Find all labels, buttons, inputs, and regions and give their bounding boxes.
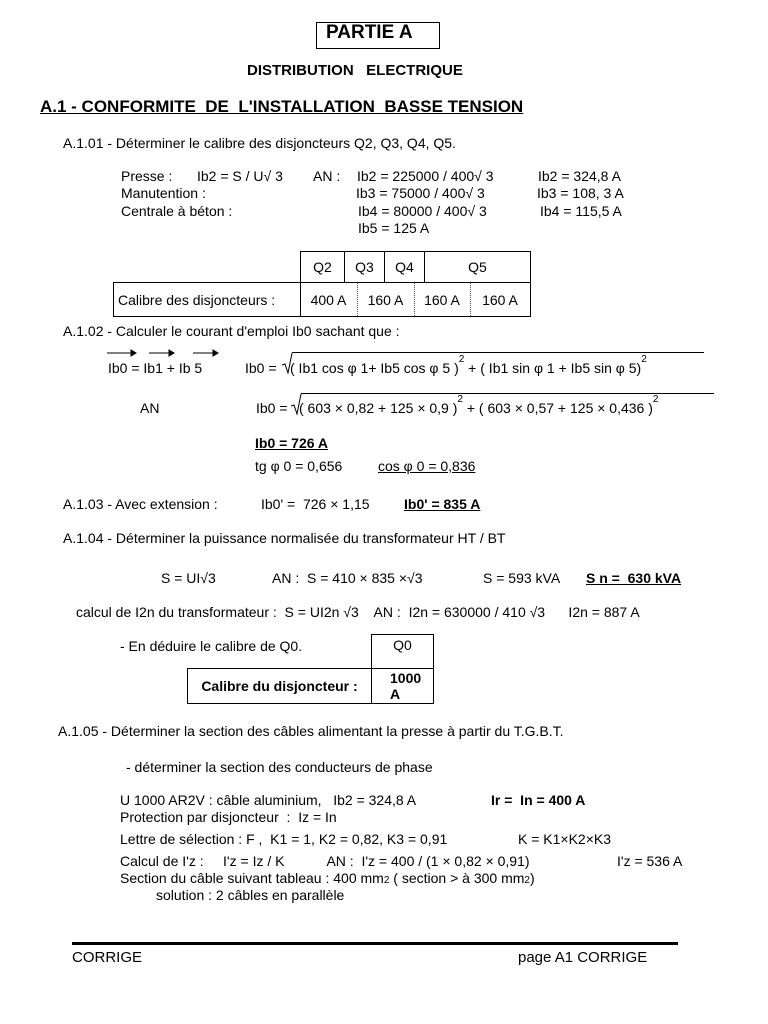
- table-value-q2: 400 A: [300, 282, 357, 317]
- table-divider: [414, 283, 415, 316]
- s-result: S = 593 kVA: [483, 570, 561, 586]
- cos-phi: cos φ 0 = 0,836: [378, 458, 476, 474]
- sqrt-bar: [292, 352, 704, 353]
- table-value-q4: 160 A: [414, 282, 470, 317]
- ib2-result: Ib2 = 324,8 A: [538, 168, 621, 184]
- a102-title: A.1.02 - Calculer le courant d'emploi Ib0 sachant que :: [63, 323, 400, 339]
- iz-calc: Calcul de I'z : I'z = Iz / K AN : I'z = 400 / (1 × 0,82 × 0,91): [120, 853, 530, 869]
- ib4-result: Ib4 = 115,5 A: [540, 203, 622, 219]
- manutention-label: Manutention :: [121, 185, 206, 201]
- ib0-formula: ( Ib1 cos φ 1+ Ib5 cos φ 5 )$^2$ + ( Ib1 sin φ 1 + Ib5 sin φ 5)$^2$: [290, 354, 647, 376]
- protection: Protection par disjoncteur : Iz = In: [120, 809, 337, 825]
- vector-equation: Ib0 = Ib1 + Ib 5: [108, 360, 203, 376]
- ib3-result: Ib3 = 108, 3 A: [537, 185, 624, 201]
- lettre-selection: Lettre de sélection : F , K1 = 1, K2 = 0,82, K3 = 0,91: [120, 831, 448, 847]
- footer-left: CORRIGE: [72, 949, 143, 966]
- presse-an-label: AN :: [313, 168, 341, 184]
- ib3-calc: Ib3 = 75000 / 400√ 3: [356, 185, 485, 201]
- a105-sub: - déterminer la section des conducteurs de phase: [126, 759, 433, 775]
- ib4-calc: Ib4 = 80000 / 400√ 3: [358, 203, 487, 219]
- q0-label: Calibre du disjoncteur :: [187, 668, 372, 704]
- a103-title: A.1.03 - Avec extension :: [63, 496, 218, 512]
- table-row-label: Calibre des disjoncteurs :: [113, 282, 301, 317]
- table-header-q4: Q4: [384, 251, 425, 283]
- ir-value: Ir = In = 400 A: [491, 792, 586, 808]
- q0-value: 1000 A: [371, 668, 434, 704]
- cable-spec: U 1000 AR2V : câble aluminium, Ib2 = 324,8 A: [120, 792, 417, 808]
- document-subtitle: DISTRIBUTION ELECTRIQUE: [247, 62, 463, 79]
- section-line: Section du câble suivant tableau : 400 mm2 ( section > à 300 mm2): [120, 870, 535, 886]
- ib0-prefix: Ib0 =: [245, 360, 277, 376]
- a101-title: A.1.01 - Déterminer le calibre des disjoncteurs Q2, Q3, Q4, Q5.: [63, 135, 456, 151]
- iz-result: I'z = 536 A: [617, 853, 683, 869]
- solution: solution : 2 câbles en parallèle: [156, 887, 345, 903]
- presse-formula: Ib2 = S / U√ 3: [197, 168, 283, 184]
- vector-arrows: [105, 348, 225, 360]
- ib0-an-prefix: Ib0 =: [256, 400, 288, 416]
- ib0-an-formula: ( 603 × 0,82 + 125 × 0,9 )$^2$ + ( 603 × 0,57 + 125 × 0,436 )$^2$: [299, 394, 659, 416]
- q0-intro: - En déduire le calibre de Q0.: [120, 638, 303, 654]
- footer-rule: [72, 942, 678, 945]
- table-value-q5: 160 A: [470, 282, 531, 317]
- a103-result: Ib0' = 835 A: [404, 496, 481, 512]
- an-label: AN: [140, 400, 160, 416]
- presse-label: Presse :: [121, 168, 173, 184]
- table-header-q5: Q5: [424, 251, 531, 283]
- table-value-q3: 160 A: [357, 282, 414, 317]
- partie-title: PARTIE A: [326, 22, 413, 43]
- table-header-q2: Q2: [300, 251, 345, 283]
- table-divider: [470, 283, 471, 316]
- a105-title: A.1.05 - Déterminer la section des câbles alimentant la presse à partir du T.G.B.T.: [58, 723, 564, 739]
- ib5: Ib5 = 125 A: [358, 220, 430, 236]
- sn-result: S n = 630 kVA: [586, 570, 682, 586]
- a103-calc: Ib0' = 726 × 1,15: [261, 496, 370, 512]
- footer-right: page A1 CORRIGE: [518, 949, 648, 966]
- tg-phi: tg φ 0 = 0,656: [255, 458, 343, 474]
- ib0-result: Ib0 = 726 A: [255, 435, 329, 451]
- s-formula: S = UI√3: [161, 570, 216, 586]
- s-an: AN : S = 410 × 835 ×√3: [272, 570, 423, 586]
- ib2-calc: Ib2 = 225000 / 400√ 3: [357, 168, 494, 184]
- table-header-q3: Q3: [344, 251, 385, 283]
- q0-header: Q0: [371, 634, 434, 669]
- table-divider: [357, 283, 358, 316]
- a104-title: A.1.04 - Déterminer la puissance normalisée du transformateur HT / BT: [63, 530, 506, 546]
- section-heading: A.1 - CONFORMITE DE L'INSTALLATION BASSE TENSION: [40, 97, 524, 116]
- centrale-label: Centrale à béton :: [121, 203, 233, 219]
- k-formula: K = K1×K2×K3: [518, 831, 612, 847]
- i2n-line: calcul de I2n du transformateur : S = UI2n √3 AN : I2n = 630000 / 410 √3 I2n = 887 A: [76, 604, 640, 620]
